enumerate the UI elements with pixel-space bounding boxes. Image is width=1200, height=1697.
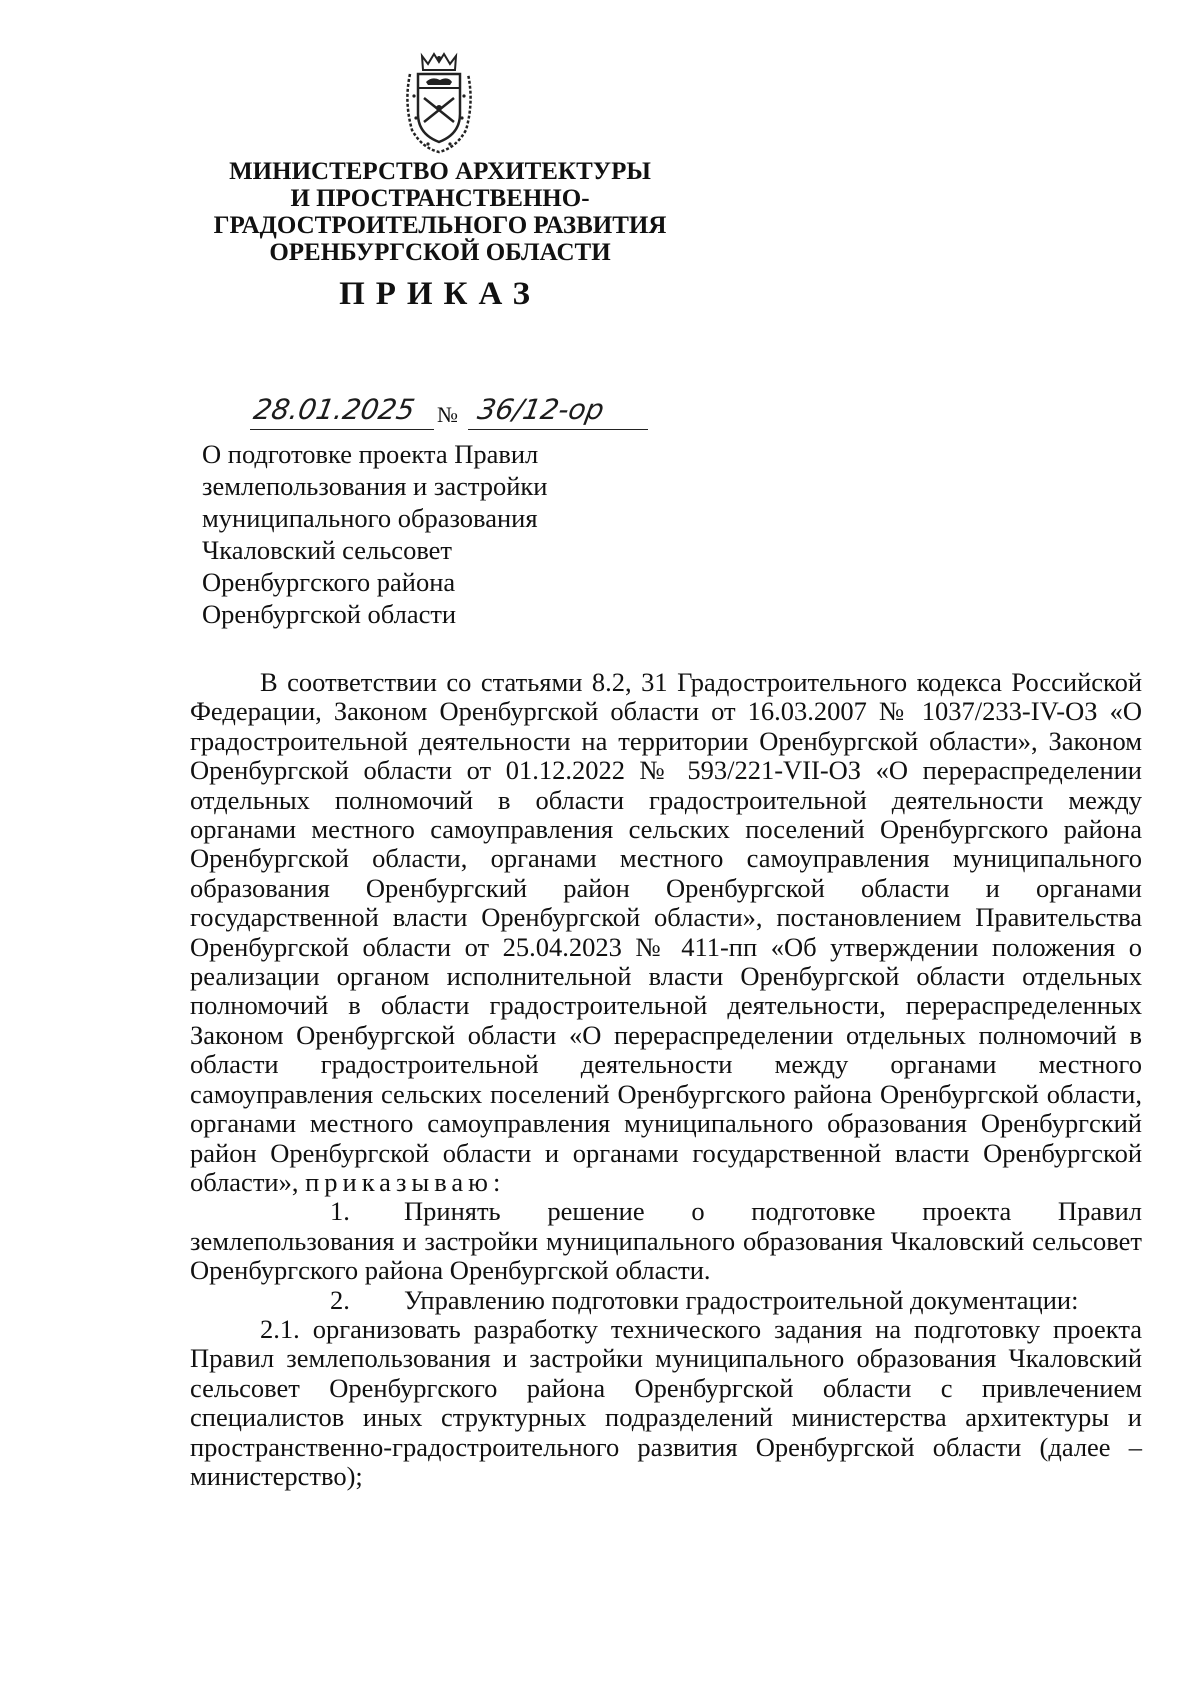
- ministry-name: [200, 158, 680, 266]
- ministry-line: МИНИСТЕРСТВО АРХИТЕКТУРЫ: [229, 158, 651, 185]
- handwritten-date: 28.01.2025: [251, 393, 418, 426]
- item-text: Управлению подготовки градостроительной документации:: [404, 1284, 1079, 1315]
- ministry-line: ОРЕНБУРГСКОЙ ОБЛАСТИ: [269, 239, 611, 266]
- coat-of-arms-icon: [400, 52, 478, 156]
- order-item-1: [190, 1197, 1142, 1285]
- subject-line: муниципального образования: [202, 503, 538, 533]
- preamble-text: В соответствии со статьями 8.2, 31 Градостроительного кодекса Российской Федерации, Законом Оренбургской области от 16.03.2007 № 1037/233-IV-ОЗ «О градостроительной деятельности на территории Оренбургской области», Законом Оренбургской области от 01.12.2022 № 593/221-VII-ОЗ «О перераспределении отдельных полномочий в области градостроительной деятельности между органами местного самоуправления сельских поселений Оренбургского района Оренбургской области, органами местного самоуправления муниципального образования Оренбургский район Оренбургской области и органами государственной власти Оренбургской области», постановлением Правительства Оренбургской области от 25.04.2023 № 411-пп «Об утверждении положения о реализации органом исполнительной власти Оренбургской области отдельных полномочий в области градостроительной деятельности, перераспределенных Законом Оренбургской области «О перераспределении отдельных полномочий в области градостроительной деятельности между органами местного самоуправления сельских поселений Оренбургского района Оренбургской области, органами местного самоуправления муниципального образования Оренбургский район Оренбургской области и органами государственной власти Оренбургской области»,: [190, 667, 1142, 1197]
- ministry-line: И ПРОСТРАНСТВЕННО-: [290, 185, 590, 212]
- number-underline: [468, 429, 648, 430]
- document-subject: [202, 438, 722, 630]
- preamble-paragraph: [190, 668, 1142, 1197]
- date-underline: [250, 429, 434, 430]
- subject-line: Чкаловский сельсовет: [202, 535, 453, 565]
- number-sign: №: [437, 402, 458, 427]
- registration-line: [250, 392, 650, 432]
- item-number: 1.: [330, 1196, 350, 1227]
- handwritten-number: 36/12-ор: [475, 393, 607, 426]
- ministry-line: ГРАДОСТРОИТЕЛЬНОГО РАЗВИТИЯ: [213, 212, 667, 239]
- item-number: 2.: [330, 1284, 350, 1315]
- item-text: Принять решение о подготовке проекта Правил землепользования и застройки муниципального образования Чкаловский сельсовет Оренбургского района Оренбургской области.: [190, 1196, 1142, 1286]
- subject-line: Оренбургского района: [202, 567, 456, 597]
- subject-line: Оренбургской области: [202, 599, 457, 629]
- document-type-title: ПРИКАЗ: [339, 276, 541, 312]
- subject-line: землепользования и застройки: [202, 471, 548, 501]
- order-item-2: [190, 1286, 1142, 1315]
- subject-line: О подготовке проекта Правил: [202, 439, 539, 469]
- order-word: приказываю:: [305, 1166, 506, 1197]
- order-subitem-2-1: 2.1. организовать разработку технического задания на подготовку проекта Правил землепользования и застройки муниципального образования Чкаловский сельсовет Оренбургского района Оренбургской области с привлечением специалистов иных структурных подразделений министерства архитектуры и пространственно-градостроительного развития Оренбургской области (далее – министерство);: [190, 1313, 1142, 1491]
- document-body: [190, 668, 1142, 1491]
